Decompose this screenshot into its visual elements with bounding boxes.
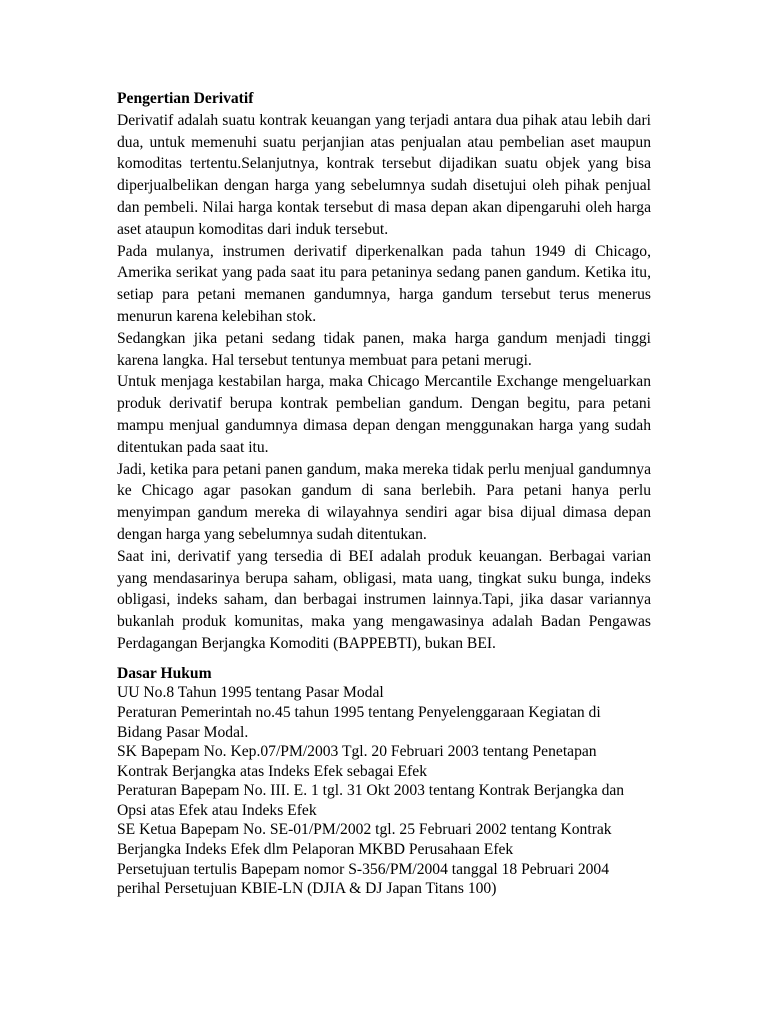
paragraph: Jadi, ketika para petani panen gandum, maka mereka tidak perlu menjual gandumnya ke Chicago agar pasokan gandum di sana berlebih. Para petani hanya perlu menyimpan gandum mereka di wilayahnya sendiri agar bisa dijual dimasa depan dengan harga yang sebelumnya sudah ditentukan. <box>117 460 651 543</box>
document-content <box>117 88 651 899</box>
section-heading: Pengertian Derivatif <box>117 90 254 107</box>
section-heading: Dasar Hukum <box>117 664 212 682</box>
legal-basis-item: SK Bapepam No. Kep.07/PM/2003 Tgl. 20 Februari 2003 tentang Penetapan Kontrak Berjangka atas Indeks Efek sebagai Efek <box>117 743 597 780</box>
paragraph: Derivatif adalah suatu kontrak keuangan yang terjadi antara dua pihak atau lebih dari dua, untuk memenuhi suatu perjanjian atas penjualan atau pembelian aset maupun komoditas tertentu.Selanjutnya, kontrak tersebut dijadikan suatu objek yang bisa diperjualbelikan dengan harga yang sebelumnya sudah disetujui oleh pihak penjual dan pembeli. Nilai harga kontak tersebut di masa depan akan dipengaruhi oleh harga aset ataupun komoditas dari induk tersebut. <box>117 111 651 238</box>
section-pengertian <box>117 88 651 655</box>
paragraph: Saat ini, derivatif yang tersedia di BEI adalah produk keuangan. Berbagai varian yang mendasarinya berupa saham, obligasi, mata uang, tingkat suku bunga, indeks obligasi, indeks saham, dan berbagai instrumen lainnya.Tapi, jika dasar variannya bukanlah produk komunitas, maka yang mengawasinya adalah Badan Pengawas Perdagangan Berjangka Komoditi (BAPPEBTI), bukan BEI. <box>117 547 651 652</box>
legal-basis-item: Peraturan Pemerintah no.45 tahun 1995 tentang Penyelenggaraan Kegiatan di Bidang Pasar Modal. <box>117 703 601 741</box>
paragraph: Sedangkan jika petani sedang tidak panen, maka harga gandum menjadi tinggi karena langka. Hal tersebut tentunya membuat para petani merugi. <box>117 329 651 369</box>
paragraph: Pada mulanya, instrumen derivatif diperkenalkan pada tahun 1949 di Chicago, Amerika serikat yang pada saat itu para petaninya sedang panen gandum. Ketika itu, setiap para petani memanen gandumnya, harga gandum tersebut terus menerus menurun karena kelebihan stok. <box>117 242 651 325</box>
paragraph: Untuk menjaga kestabilan harga, maka Chicago Mercantile Exchange mengeluarkan produk derivatif berupa kontrak pembelian gandum. Dengan begitu, para petani mampu menjual gandumnya dimasa depan dengan menggunakan harga yang sudah ditentukan pada saat itu. <box>117 373 651 456</box>
legal-basis-item: Peraturan Bapepam No. III. E. 1 tgl. 31 Okt 2003 tentang Kontrak Berjangka dan Opsi atas Efek atau Indeks Efek <box>117 782 625 819</box>
legal-basis-item: UU No.8 Tahun 1995 tentang Pasar Modal <box>117 684 384 702</box>
legal-basis-item: SE Ketua Bapepam No. SE-01/PM/2002 tgl. 25 Februari 2002 tentang Kontrak Berjangka Indeks Efek dlm Pelaporan MKBD Perusahaan Efek <box>117 821 612 859</box>
legal-basis-item: Persetujuan tertulis Bapepam nomor S-356/PM/2004 tanggal 18 Pebruari 2004 perihal Persetujuan KBIE-LN (DJIA & DJ Japan Titans 100) <box>117 860 610 898</box>
section-dasar-hukum <box>117 664 637 899</box>
